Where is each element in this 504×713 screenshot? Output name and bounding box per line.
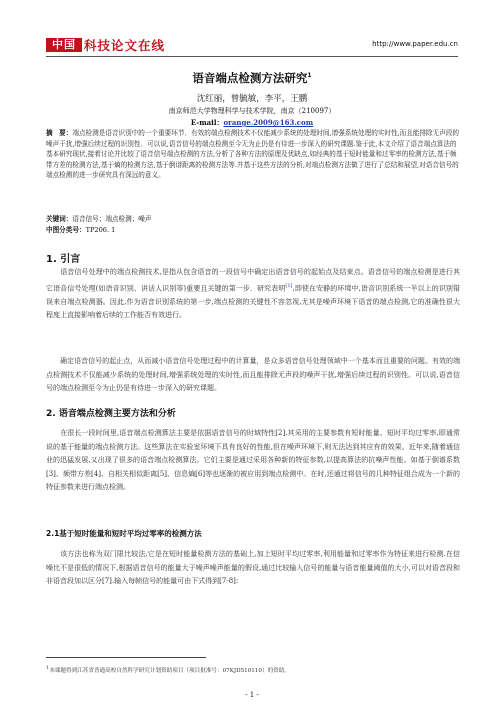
email-link[interactable]: orange.2009@163.com bbox=[223, 118, 314, 127]
abstract-text: 端点检测是语音识别中的一个重要环节．有效的端点检测技术不仅能减少系统的处理时间,增强系统处理的实时性,而且能排除无声段的噪声干扰,增强后续过程的识别性．可以说,语音信号的端点检测至今无为止仍是有待进一步深入的研究课题.鉴于此,本文介绍了语音端点算法的基本研究现状,接着讨论并比较了语音信号端点检测的方法,分析了各种方法的原理及优缺点,如经典的基于短时能量和过零率的检测方法,基于频带方差的检测方法,基于熵的检测方法,基于倒谱距离的检测方法等.并基于这些方法的分析,对端点检测方法做了进行了总结和展望,对语音信号的端点检测的进一步研究具有深远的意义。 bbox=[46, 129, 460, 180]
citation-link[interactable]: [1] bbox=[285, 282, 293, 289]
keywords: 关键词：语音信号；端点检测；噪声 bbox=[46, 215, 152, 223]
site-logo[interactable] bbox=[46, 37, 165, 53]
footnote-divider bbox=[46, 657, 206, 658]
paper-title: 语音端点检测方法研究$^1$ bbox=[192, 71, 312, 85]
body-paragraph: 确定语音信号的起止点，从而减小语音信号处理过程中的计算量，是众多语音信号处理领域中一个基本而且重要的问题。有效的端点检测技术不仅能减少系统的处理时间,增强系统处理的实时性,而且能排除无声段的噪声干扰,增强后续过程的识别性。可以说,语音信号的端点检测至今为止仍是有待进一步深入的研究课题。 bbox=[46, 357, 461, 393]
abstract-label: 摘 要： bbox=[46, 129, 73, 137]
classification-number: 中图分类号：TP206. 1 bbox=[46, 226, 116, 234]
site-url-link[interactable]: http://www.paper.edu.cn bbox=[372, 40, 458, 48]
paper-affiliation: 南京师范大学物理科学与技术学院，南京（210097） bbox=[168, 107, 336, 115]
page-number: - 1 - bbox=[245, 691, 259, 699]
keywords-text: 语音信号；端点检测；噪声 bbox=[72, 215, 152, 223]
header-divider bbox=[46, 56, 458, 57]
title-footnote-marker: 1 bbox=[307, 72, 312, 80]
logo-mark: 中国 bbox=[46, 38, 82, 52]
abstract bbox=[46, 128, 460, 181]
classification-text: TP206. 1 bbox=[85, 226, 116, 234]
body-paragraph: 在很长一段时间里,语音端点检测算法主要是依据语音信号的时域特性[2].其采用的主要参数有短时能量、短时平均过零率,即通常说的基于能量的端点检测方法。这些算法在实验室环境下具有良好的性能,但在噪声环境下,则无法达到其应有的效果。近年来,随着通信业的迅猛发展,又出现了很多的语音端点检测算法。它们主要是通过采用各种新的特征参数,以提高算法的抗噪声性能。如基于倒谱系数[3]、频带方差[4]、自相关相似距离[5]、信息熵[6]等也逐渐的被应用到端点检测中。在时,还通过将信号的几种特征组合成为一个新的特征参数来进行端点检测。 bbox=[46, 429, 460, 492]
body-paragraph: 语音信号处理中的端点检测技术,是指从包含语音的一段信号中确定出语音信号的起始点及结束点。语音信号的端点检测是进行其它语音信号处理(如语音识别、讲话人识别等)重要且关键的第一步．研究表明[1],即使在安静的环境中,语音识别系统一半以上的识别错误来自端点检测器。因此,作为语音识别系统的第一步,端点检测的关键性不容忽视,尤其是噪声环境下语音的端点检测,它的准确性很大程度上直接影响着后续的工作能否有效进行。 bbox=[46, 268, 460, 320]
body-paragraph: 该方法也称为双门限比较法,它是在短时能量检测方法的基础上,加上短时平均过零率,利用能量和过零率作为特征来进行检测.在信噪比不是很低的情况下,根据语音信号的能量大于噪声噪声能量的假设,通过比较输入信号的能量与语音能量阈值的大小,可以对语音段和非语音段加以区分[7].输入每帧信号的能量可由下式得到[7-8]: bbox=[46, 550, 460, 586]
section-heading-intro: 1. 引言 bbox=[46, 254, 81, 265]
section-heading-methods: 2. 语音端点检测主要方法和分析 bbox=[46, 409, 176, 419]
logo-text: 科技论文在线 bbox=[84, 38, 166, 53]
paper-authors: 沈红丽，曾毓敏，李平，王鹏 bbox=[196, 94, 308, 104]
subsection-heading: 2.1基于短时能量和短时平均过零率的检测方法 bbox=[46, 529, 202, 538]
footnote: $^1$本课题得到江苏省普通高校自然科学研究计划资助项目（项目批准号：07KJD510110）的资助。 bbox=[46, 665, 290, 674]
author-email: E-mail：orange.2009@163.com bbox=[190, 118, 314, 127]
page-header bbox=[46, 37, 458, 55]
